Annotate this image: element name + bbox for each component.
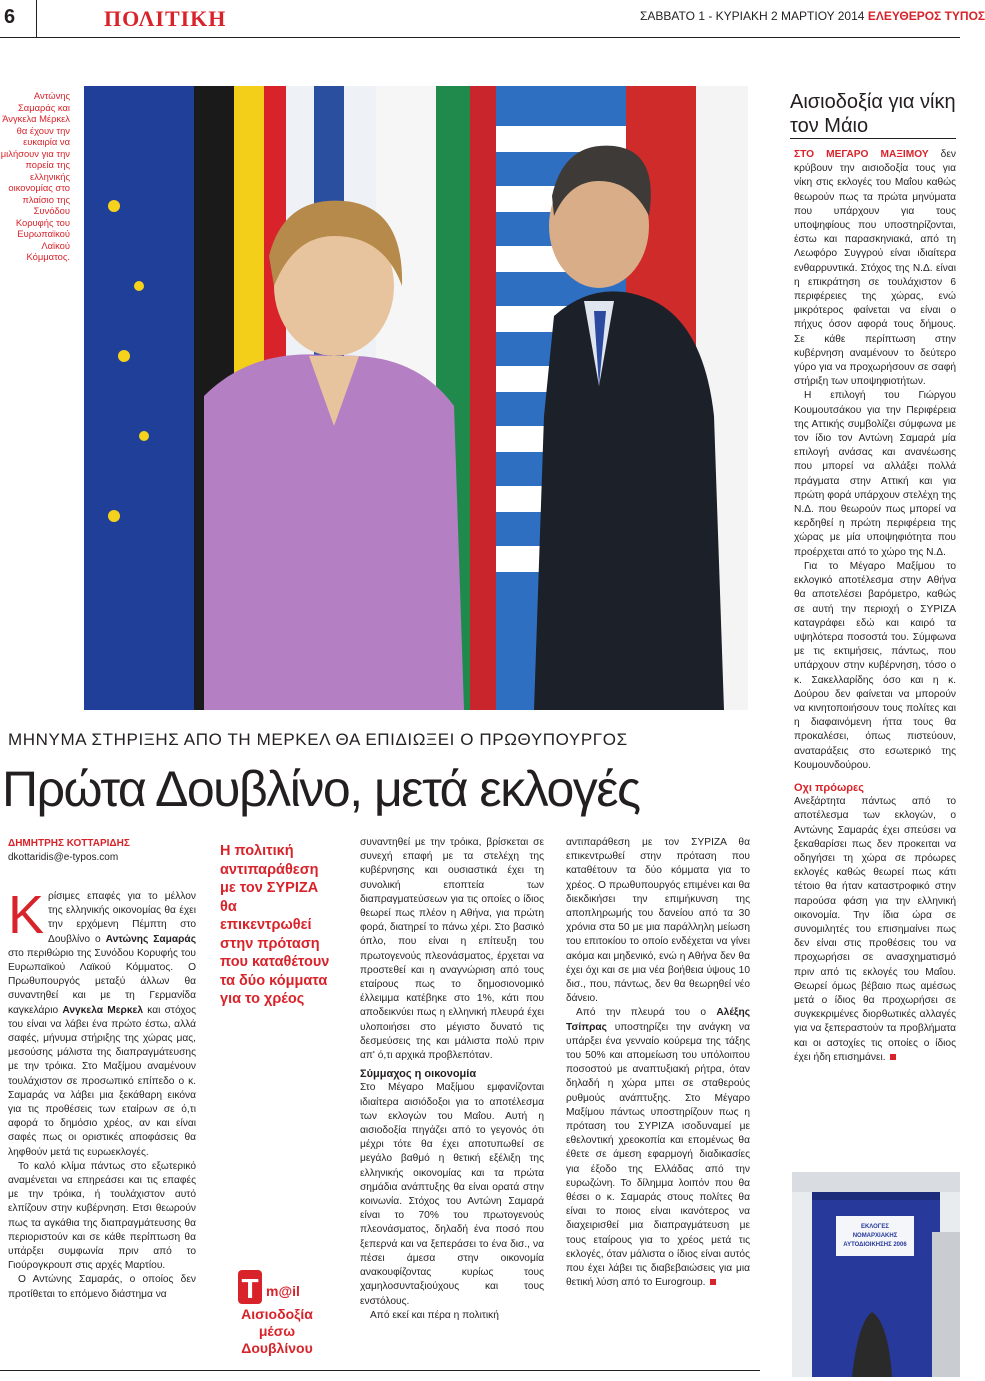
end-mark-icon (710, 1279, 716, 1285)
issue-date-line (640, 9, 985, 23)
text-run: στο περιθώριο της Συνόδου Κορυφής του Ευρωπαϊκού Λαϊκού Κόμματος. Ο Πρωθυπουργός μεταξύ άλλων θα συναντηθεί και με τη Γερμανίδα καγκελάριο (8, 947, 196, 1016)
paragraph: συναντηθεί με την τρόικα, βρίσκεται σε συνεχή επαφή με τα στελέχη της κυβέρνησης και ουσιαστικά έχει τη συνολική εποπτεία των διαπραγματεύσεων για τις οποίες ο ίδιος θεωρεί πως πλέον η Αθήνα, για πρώτη φορά, διατηρεί το πάνω χέρι. Στο βασικό όπλο, που είναι η επίτευξη του πρωτογενούς πλεονάσματος, έρχεται να προστεθεί και η αναγνώριση από τους εταίρους πως το δημοσιονομικό έλλειμμα κατέβηκε στο 1%, κάτι που αποδεικνύει πως η ελληνική πλευρά έχει υλοποιήσει στο μέγιστο δυνατό τις δεσμεύσεις της και μάλιστα πολύ πριν απ' ό,τι αρχικά προβλεπόταν. (360, 837, 544, 1062)
tmail-logo-text: m@il (266, 1283, 300, 1299)
text-run: δεν κρύβουν την αισιοδοξία τους για νίκη στις εκλογές του Μαΐου καθώς θεωρούν πως τα πρώτα μηνύματα που υπάρχουν για τους υποψηφίους που υποστηρίζονται, έστω και παρασκηνιακά, από τη Λεωφόρο Συγγρού είναι ιδιαίτερα ενθαρρυντικά. Στόχος της Ν.Δ. είναι η επικράτηση σε τουλάχιστον 6 περιφέρειες της χώρας, ενώ μικρότερος φαίνεται να είναι ο πήχυς όσον αφορά τους δήμους. Σε κάθε περίπτωση στην κυβέρνηση αναμένουν το δεύτερο γύρο για να προχωρήσουν σε σαφή στήριξη των υποψηφιοτήτων. (794, 149, 956, 388)
sidebar-rule (790, 138, 956, 139)
sidebar-lead: ΣΤΟ ΜΕΓΑΡΟ ΜΑΞΙΜΟΥ (794, 149, 929, 160)
text-run: και στόχος του είναι να λάβει ένα πρώτο έστω, αλλά σαφές, μήνυμα στήριξης της χώρας μας, μεσούσης μάλιστα της διαπραγμάτευσης με την τρόικα. Στο Μαξίμου αναμένουν τουλάχιστον σε προσωπικό επίπεδο ο κ. Σαμαράς να λάβει μια ξεκάθαρη εικόνα για τις προθέσεις των εταίρων σε ό,τι αφορά το δημόσιο χρέος, αν και είναι σαφές πως οι οριστικές αποφάσεις θα ληφθούν μετά τις ευρωεκλογές. (8, 1004, 196, 1158)
text-run: Ανεξάρτητα πάντως από το αποτέλεσμα των εκλογών, ο Αντώνης Σαμαράς έχει σπεύσει να ξεκαθαρίσει πως δεν προκειται να οδηγήσει τη χώρα σε πρόωρες εκλογές καθώς θεωρεί πως κάτι τέτοιο θα ήταν καταστροφικό στην παρούσα φάση για την ελληνική οικονομία. Την ίδια ώρα σε συνομιλητές του επισημαίνει πως δεν είναι στις προθέσεις του να προχωρήσει σε ανασχηματισμό πριν από τις εκλογές του Μαΐου. Θεωρεί όμως βέβαιο πως αμέσως μετά ο ίδιος θα προχωρήσει σε συγκεκριμένες διορθωτικές αλλαγές για να ξεπεραστούν τα προβλήματα και οι αστοχίες τις οποίες ο ίδιος έχει ήδη επισημάνει. (794, 796, 956, 1063)
photo-caption: Αντώνης Σαμαράς και Άνγκελα Μέρκελ θα έχουν την ευκαιρία να μιλήσουν για την πορεία της ελληνικής οικονομίας στο πλαίσιο της Συνόδου Κορυφής του Ευρωπαϊκού Λαϊκού Κόμματος. (0, 90, 70, 262)
bold-name: Αντώνης Σαμαράς (105, 933, 196, 945)
text-run: Από την πλευρά του ο (576, 1007, 717, 1019)
author-name: ΔΗΜΗΤΡΗΣ ΚΟΤΤΑΡΙΔΗΣ (8, 838, 130, 849)
bold-name: Αλέξης Τσίπρας (566, 1007, 750, 1033)
pull-quote: Η πολιτική αντιπαράθεση με τον ΣΥΡΙΖΑ θα επικεντρωθεί στην πρόταση που καταθέτουν τα δύο κόμματα για το χρέος (220, 843, 330, 1007)
paragraph: Από εκεί και πέρα η πολιτική (370, 1309, 499, 1321)
svg-text:ΕΚΛΟΓΕΣ: ΕΚΛΟΓΕΣ (860, 1224, 890, 1230)
bold-name: Ανγκελα Μερκελ (62, 1004, 144, 1016)
issue-date: ΣΑΒΒΑΤΟ 1 - ΚΥΡΙΑΚΗ 2 ΜΑΡΤΙΟΥ 2014 (640, 9, 865, 23)
paragraph: Το καλό κλίμα πάντως στο εξωτερικό αναμένεται να επηρεάσει και τις επαφές με την τρόικα, ή τουλάχιστον αυτό ελπίζουν στην κυβέρνηση. Ετσι θεωρούν πως τα αγκάθια της διαπραγμάτευσης θα περιοριστούν και σε κάθε περίπτωση θα υπάρξει συμφωνία πριν από το Γιούρογκρουπ στις αρχές Μαρτίου. (8, 1160, 196, 1272)
paragraph: Ο Αντώνης Σαμαράς, ο οποίος δεν προτίθεται το επόμενο διάστημα να (8, 1274, 196, 1300)
sidebar-title: Αισιοδοξία για νίκη τον Μάιο (790, 91, 956, 137)
paragraph: αντιπαράθεση με τον ΣΥΡΙΖΑ θα επικεντρωθεί στην πρόταση που καταθέτουν τα δύο κόμματα για το χρέος. Ο πρωθυπουργός επιμένει και θα διεκδικήσει την επιμήκυνση της αποπληρωμής του δανείου από τα 30 χρόνια στα 50 με μια παράλληλη μείωση του επιτοκίου το οποίο ενδέχεται να γίνει ακόμα και μηδενικό, ενώ η Αθήνα δεν θα έχει όχι και σε μια νέα βοήθεια ύψους 10 δισ., που, πάντως, δεν θα θεωρηθεί νέο δάνειο. (566, 837, 750, 1005)
paragraph: Στο Μέγαρο Μαξίμου εμφανίζονται ιδιαίτερα αισιόδοξοι για το αποτέλεσμα των εκλογών του Μαΐου. Αυτή η αισιοδοξία πηγάζει από το γεγονός ότι μέχρι τότε θα έχει αποτυπωθεί σε μεγάλο βαθμό η θετική εξέλιξη της ελληνικής οικονομίας και τα πρώτα σημάδια ανάπτυξης θα είναι ορατά στην κοινωνία. Στόχος του Αντώνη Σαμαρά είναι το 70% του πρωτογενούς πλεονάσματος, δηλαδή ένα ποσό που ξεπερνά και να ξεπεράσει το ένα δισ., να πέσει άμεσα στην οικονομία ανακουφίζοντας κυρίως τους χαμηλοσυνταξιούχους και τους ενστόλους. (360, 1082, 544, 1307)
subheading: Σύμμαχος η οικονομία (360, 1068, 477, 1081)
text-run: υποστηρίζει την ανάγκη να υπάρξει ένα γενναίο κούρεμα της τάξης του 50% και απομείωση του υπόλοιπου ποσοστού με αναπτυξιακή ρήτρα, όταν δηλαδή η χώρα μπει σε σταθερούς ρυθμούς ανάπτυξης. Στο Μέγαρο Μαξίμου πάντως υποστηρίζουν πως η πρόταση του ΣΥΡΙΖΑ ισοδυναμεί με εθελοντική χρεοκοπία και επομένως θα έθετε σε άμεση εφαρμογή διαδικασίες για έξοδο της Ελλάδας από την ευρωζώνη. Το δίλημμα λοιπόν που θα θέσει ο κ. Σαμαράς στους πολίτες θα είναι το ποιος είναι ικανότερος να διαχειρισθεί μια διαπραγμάτευση με τους εταίρους για το χρέος μετά τις εκλογές, όταν μάλιστα ο ίδιος είναι αυτός που έχει λάβει τις διαβεβαιώσεις για μια θετική λύση από το Eurogroup. (566, 1021, 750, 1289)
newspaper-name: ΕΛΕΥΘΕΡΟΣ ΤΥΠΟΣ (867, 9, 985, 23)
main-photo (84, 86, 748, 710)
paragraph: Η επιλογή του Γιώργου Κουμουτσάκου για την Περιφέρεια της Αττικής συμβολίζει σύμφωνα με τον ίδιο τον Αντώνη Σαμαρά μία επιλογή ανάσας και ανανέωσης που μπορεί να αλλάξει πολλά πράγματα στην Αττική και για πρώτη φορά υπάρχουν στελέχη της Ν.Δ. που θεωρούν πως μπορεί να κερδηθεί η πρώτη περιφέρεια της χώρας με μία υποψηφιότητα που προέρχεται από το χώρο της Ν.Δ. (794, 390, 956, 558)
header-divider (36, 0, 37, 38)
page-number: 6 (0, 0, 40, 38)
paragraph (8, 885, 196, 1160)
article-column-1 (8, 885, 196, 1302)
ballot-booth-photo (792, 1172, 960, 1377)
author-email: dkottaridis@e-typos.com (8, 852, 119, 863)
paragraph: Για το Μέγαρο Μαξίμου το εκλογικό αποτέλεσμα στην Αθήνα θα αποτελέσει βαρόμετρο, καθώς σε αυτή την περιοχή ο ΣΥΡΙΖΑ καταγράφει εδώ και καιρό τα υψηλότερα ποσοστά του. Σύμφωνα με τις εκτιμήσεις, πάντως, που υπάρχουν στην κυβέρνηση, τόσο ο κ. Σακελλαρίδης όσο και η κ. Δούρου δεν φαίνεται να μπορούν να κινητοποιήσουν τους πολίτες και η διαφαινόμενη ήττα τους θα προκαλέσει, όπως πιστεύουν, αναταράξεις στο εσωτερικό της Κουμουνδούρου. (794, 560, 956, 771)
bottom-rule (0, 1370, 760, 1371)
article-title: Πρώτα Δουβλίνο, μετά εκλογές (2, 761, 640, 817)
svg-text:ΝΟΜΑΡΧΙΑΚΗΣ: ΝΟΜΑΡΧΙΑΚΗΣ (852, 1233, 898, 1239)
article-column-4 (566, 836, 750, 1291)
header-rule (0, 37, 960, 38)
sidebar-subheading: Οχι πρόωρες (794, 781, 864, 794)
end-mark-icon (890, 1054, 896, 1060)
sidebar-body (794, 148, 956, 1065)
paragraph (794, 148, 956, 389)
drop-cap: Κ (8, 885, 45, 945)
tmail-headline: Αισιοδοξία μέσω Δουβλίνου (241, 1306, 313, 1356)
article-column-3 (360, 836, 544, 1323)
paragraph (794, 795, 956, 1065)
tmail-logo (230, 1268, 322, 1308)
text-run: ρίσιμες επαφές για το μέλλον της ελληνικής οικονομίας θα έχει την ερχόμενη Πέμπτη στο Δουβλίνο ο (48, 891, 196, 945)
article-kicker: ΜΗΝΥΜΑ ΣΤΗΡΙΞΗΣ ΑΠΟ ΤΗ ΜΕΡΚΕΛ ΘΑ ΕΠΙΔΙΩΞΕΙ Ο ΠΡΩΘΥΠΟΥΡΓΟΣ (8, 730, 628, 749)
tmail-logo-letter: T (241, 1273, 259, 1304)
svg-text:ΑΥΤΟΔΙΟΙΚΗΣΗΣ 2006: ΑΥΤΟΔΙΟΙΚΗΣΗΣ 2006 (843, 1242, 907, 1248)
section-title: ΠΟΛΙΤΙΚΗ (104, 6, 227, 31)
paragraph (566, 1006, 750, 1290)
